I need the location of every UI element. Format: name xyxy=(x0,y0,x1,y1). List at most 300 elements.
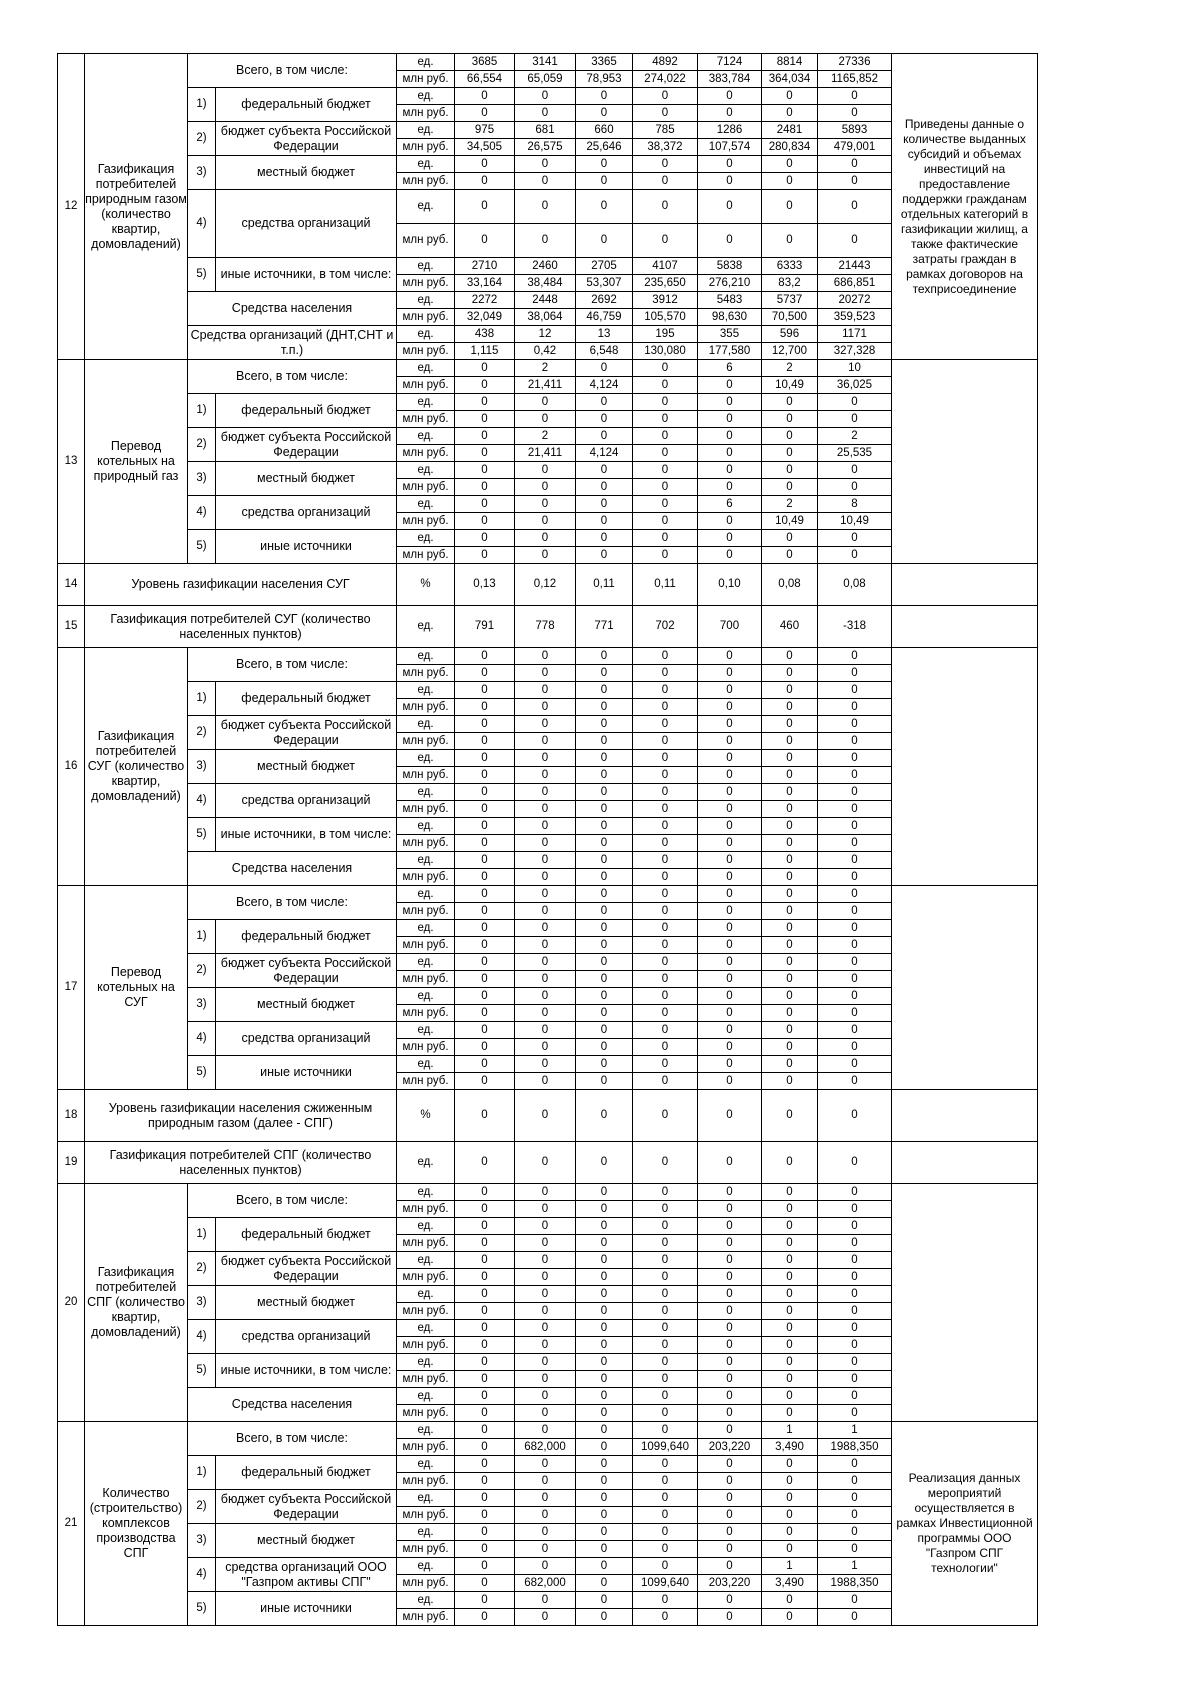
source-label: федеральный бюджет xyxy=(216,88,397,122)
value-cell: 0 xyxy=(633,1354,698,1371)
value-cell: 0 xyxy=(698,1218,762,1235)
table-row xyxy=(58,920,1038,937)
row-number: 13 xyxy=(58,360,85,564)
source-index: 3) xyxy=(188,750,216,784)
value-cell: 682,000 xyxy=(515,1575,576,1592)
value-cell: 20272 xyxy=(818,292,892,309)
value-cell: 0 xyxy=(818,988,892,1005)
source-index: 3) xyxy=(188,988,216,1022)
value-cell: 0 xyxy=(515,1388,576,1405)
value-cell: 0 xyxy=(762,869,818,886)
value-cell: 0 xyxy=(455,428,515,445)
value-cell: 1171 xyxy=(818,326,892,343)
unit-cell: ед. xyxy=(397,1286,455,1303)
value-cell: 0 xyxy=(698,750,762,767)
value-cell: 0 xyxy=(633,1456,698,1473)
source-label: Всего, в том числе: xyxy=(188,1184,397,1218)
value-cell: 0 xyxy=(818,1090,892,1142)
value-cell: 0,13 xyxy=(455,564,515,606)
value-cell: 0 xyxy=(515,1252,576,1269)
source-index: 5) xyxy=(188,530,216,564)
value-cell: 0 xyxy=(455,224,515,258)
table-row xyxy=(58,1456,1038,1473)
value-cell: -318 xyxy=(818,606,892,648)
source-label: местный бюджет xyxy=(216,1286,397,1320)
unit-cell: ед. xyxy=(397,954,455,971)
value-cell: 0 xyxy=(455,1235,515,1252)
value-cell: 0 xyxy=(455,496,515,513)
table-row xyxy=(58,156,1038,173)
source-label: местный бюджет xyxy=(216,462,397,496)
value-cell: 0 xyxy=(698,1473,762,1490)
value-cell: 2 xyxy=(762,360,818,377)
value-cell: 0 xyxy=(762,1592,818,1609)
value-cell: 0 xyxy=(515,88,576,105)
value-cell: 0 xyxy=(455,156,515,173)
value-cell: 0 xyxy=(515,1090,576,1142)
value-cell: 0 xyxy=(576,1218,633,1235)
value-cell: 0 xyxy=(455,1022,515,1039)
value-cell: 0 xyxy=(818,530,892,547)
value-cell: 0 xyxy=(455,1541,515,1558)
value-cell: 0 xyxy=(633,462,698,479)
value-cell: 0 xyxy=(576,1422,633,1439)
value-cell: 1099,640 xyxy=(633,1575,698,1592)
value-cell: 0 xyxy=(515,835,576,852)
value-cell: 0 xyxy=(455,1609,515,1626)
table-row xyxy=(58,292,1038,309)
value-cell: 38,064 xyxy=(515,309,576,326)
value-cell: 0 xyxy=(576,1056,633,1073)
value-cell: 2 xyxy=(515,360,576,377)
value-cell: 0 xyxy=(698,156,762,173)
value-cell: 0 xyxy=(633,173,698,190)
value-cell: 0 xyxy=(762,1507,818,1524)
value-cell: 0 xyxy=(818,1269,892,1286)
value-cell: 0 xyxy=(698,835,762,852)
value-cell: 0 xyxy=(455,360,515,377)
table-row xyxy=(58,1252,1038,1269)
value-cell: 0 xyxy=(762,648,818,665)
value-cell: 33,164 xyxy=(455,275,515,292)
source-index: 3) xyxy=(188,1286,216,1320)
source-index: 4) xyxy=(188,496,216,530)
value-cell: 12,700 xyxy=(762,343,818,360)
unit-cell: млн руб. xyxy=(397,1039,455,1056)
value-cell: 53,307 xyxy=(576,275,633,292)
value-cell: 0 xyxy=(818,1337,892,1354)
value-cell: 107,574 xyxy=(698,139,762,156)
value-cell: 0 xyxy=(698,1456,762,1473)
value-cell: 0 xyxy=(515,971,576,988)
value-cell: 0 xyxy=(818,1405,892,1422)
indicator-label: Уровень газификации населения сжиженным природным газом (далее - СПГ) xyxy=(85,1090,397,1142)
unit-cell: ед. xyxy=(397,360,455,377)
value-cell: 0 xyxy=(633,767,698,784)
value-cell: 3141 xyxy=(515,54,576,71)
value-cell: 0 xyxy=(762,462,818,479)
value-cell: 0 xyxy=(576,173,633,190)
value-cell: 0 xyxy=(698,479,762,496)
value-cell: 0 xyxy=(576,1490,633,1507)
value-cell: 0 xyxy=(455,377,515,394)
value-cell: 105,570 xyxy=(633,309,698,326)
value-cell: 2448 xyxy=(515,292,576,309)
source-label: Всего, в том числе: xyxy=(188,886,397,920)
value-cell: 0 xyxy=(698,852,762,869)
value-cell: 0 xyxy=(633,105,698,122)
unit-cell: млн руб. xyxy=(397,1269,455,1286)
value-cell: 0 xyxy=(515,1320,576,1337)
value-cell: 0 xyxy=(515,716,576,733)
value-cell: 0 xyxy=(576,156,633,173)
row-number: 20 xyxy=(58,1184,85,1422)
value-cell: 0 xyxy=(818,886,892,903)
value-cell: 0 xyxy=(818,1541,892,1558)
value-cell: 1286 xyxy=(698,122,762,139)
value-cell: 0 xyxy=(698,377,762,394)
source-label: Средства организаций (ДНТ,СНТ и т.п.) xyxy=(188,326,397,360)
value-cell: 25,535 xyxy=(818,445,892,462)
value-cell: 3,490 xyxy=(762,1575,818,1592)
value-cell: 0 xyxy=(698,784,762,801)
value-cell: 8 xyxy=(818,496,892,513)
value-cell: 0 xyxy=(633,818,698,835)
value-cell: 0 xyxy=(818,903,892,920)
value-cell: 0 xyxy=(576,903,633,920)
indicator-name: Газификация потребителей СПГ (количество квартир, домовладений) xyxy=(85,1184,188,1422)
value-cell: 0 xyxy=(515,784,576,801)
value-cell: 0 xyxy=(515,733,576,750)
value-cell: 0 xyxy=(762,1005,818,1022)
unit-cell: ед. xyxy=(397,190,455,224)
value-cell: 0 xyxy=(698,1371,762,1388)
value-cell: 0 xyxy=(576,1473,633,1490)
value-cell: 0 xyxy=(633,716,698,733)
value-cell: 0 xyxy=(576,1439,633,1456)
value-cell: 0 xyxy=(515,224,576,258)
value-cell: 0 xyxy=(455,547,515,564)
value-cell: 0 xyxy=(818,1388,892,1405)
value-cell: 0 xyxy=(633,1269,698,1286)
unit-cell: ед. xyxy=(397,394,455,411)
value-cell: 0 xyxy=(698,1388,762,1405)
source-label: иные источники, в том числе: xyxy=(216,1354,397,1388)
value-cell: 0 xyxy=(818,462,892,479)
source-label: иные источники xyxy=(216,530,397,564)
unit-cell: ед. xyxy=(397,88,455,105)
value-cell: 0 xyxy=(818,818,892,835)
value-cell: 0 xyxy=(698,1524,762,1541)
value-cell: 0 xyxy=(455,1005,515,1022)
value-cell: 364,034 xyxy=(762,71,818,88)
value-cell: 6,548 xyxy=(576,343,633,360)
unit-cell: ед. xyxy=(397,886,455,903)
value-cell: 0 xyxy=(515,1405,576,1422)
value-cell: 26,575 xyxy=(515,139,576,156)
unit-cell: млн руб. xyxy=(397,105,455,122)
value-cell: 0 xyxy=(818,1286,892,1303)
value-cell: 0 xyxy=(698,1005,762,1022)
value-cell: 0 xyxy=(698,1056,762,1073)
value-cell: 0 xyxy=(762,1039,818,1056)
note-cell xyxy=(892,564,1038,606)
unit-cell: ед. xyxy=(397,716,455,733)
unit-cell: млн руб. xyxy=(397,139,455,156)
value-cell: 10 xyxy=(818,360,892,377)
value-cell: 5483 xyxy=(698,292,762,309)
source-index: 3) xyxy=(188,1524,216,1558)
value-cell: 0 xyxy=(698,445,762,462)
value-cell: 0 xyxy=(455,462,515,479)
value-cell: 0 xyxy=(455,1439,515,1456)
value-cell: 975 xyxy=(455,122,515,139)
value-cell: 0 xyxy=(455,818,515,835)
value-cell: 0 xyxy=(633,1090,698,1142)
value-cell: 5737 xyxy=(762,292,818,309)
value-cell: 0 xyxy=(698,954,762,971)
table-row xyxy=(58,1558,1038,1575)
unit-cell: ед. xyxy=(397,258,455,275)
value-cell: 0 xyxy=(576,190,633,224)
table-row xyxy=(58,1218,1038,1235)
value-cell: 0 xyxy=(698,1592,762,1609)
value-cell: 0 xyxy=(455,920,515,937)
value-cell: 0 xyxy=(576,665,633,682)
value-cell: 0 xyxy=(515,1422,576,1439)
value-cell: 0 xyxy=(818,1039,892,1056)
source-label: средства организаций xyxy=(216,496,397,530)
value-cell: 13 xyxy=(576,326,633,343)
value-cell: 21443 xyxy=(818,258,892,275)
value-cell: 0 xyxy=(818,1235,892,1252)
value-cell: 0 xyxy=(455,88,515,105)
value-cell: 0 xyxy=(515,513,576,530)
value-cell: 0 xyxy=(633,750,698,767)
value-cell: 0 xyxy=(633,1286,698,1303)
value-cell: 383,784 xyxy=(698,71,762,88)
value-cell: 0 xyxy=(762,750,818,767)
unit-cell: ед. xyxy=(397,1422,455,1439)
source-index: 5) xyxy=(188,1354,216,1388)
value-cell: 0 xyxy=(515,988,576,1005)
table-row xyxy=(58,122,1038,139)
value-cell: 0 xyxy=(515,1490,576,1507)
unit-cell: млн руб. xyxy=(397,971,455,988)
value-cell: 0 xyxy=(455,105,515,122)
value-cell: 21,411 xyxy=(515,445,576,462)
value-cell: 0 xyxy=(455,1388,515,1405)
value-cell: 0 xyxy=(633,1235,698,1252)
value-cell: 0 xyxy=(515,1524,576,1541)
value-cell: 0 xyxy=(576,394,633,411)
value-cell: 0 xyxy=(576,530,633,547)
value-cell: 0 xyxy=(818,750,892,767)
indicator-label: Газификация потребителей СПГ (количество населенных пунктов) xyxy=(85,1142,397,1184)
unit-cell: млн руб. xyxy=(397,1371,455,1388)
value-cell: 0 xyxy=(576,971,633,988)
value-cell: 27336 xyxy=(818,54,892,71)
source-index: 4) xyxy=(188,1022,216,1056)
value-cell: 327,328 xyxy=(818,343,892,360)
value-cell: 78,953 xyxy=(576,71,633,88)
value-cell: 5893 xyxy=(818,122,892,139)
unit-cell: ед. xyxy=(397,1354,455,1371)
value-cell: 1099,640 xyxy=(633,1439,698,1456)
value-cell: 0 xyxy=(633,190,698,224)
value-cell: 4,124 xyxy=(576,377,633,394)
value-cell: 0 xyxy=(515,479,576,496)
gasification-table xyxy=(57,53,1038,1626)
source-label: бюджет субъекта Российской Федерации xyxy=(216,122,397,156)
value-cell: 0 xyxy=(576,1405,633,1422)
unit-cell: ед. xyxy=(397,1320,455,1337)
value-cell: 0 xyxy=(633,954,698,971)
value-cell: 0 xyxy=(455,1056,515,1073)
value-cell: 177,580 xyxy=(698,343,762,360)
value-cell: 0 xyxy=(576,547,633,564)
value-cell: 0 xyxy=(818,1473,892,1490)
value-cell: 0,10 xyxy=(698,564,762,606)
table-row xyxy=(58,1184,1038,1201)
value-cell: 0 xyxy=(698,920,762,937)
value-cell: 0 xyxy=(818,733,892,750)
source-label: иные источники, в том числе: xyxy=(216,258,397,292)
value-cell: 0 xyxy=(515,954,576,971)
value-cell: 0 xyxy=(455,750,515,767)
value-cell: 0 xyxy=(633,428,698,445)
value-cell: 460 xyxy=(762,606,818,648)
value-cell: 0 xyxy=(762,954,818,971)
value-cell: 0 xyxy=(633,1422,698,1439)
value-cell: 0 xyxy=(515,394,576,411)
value-cell: 2692 xyxy=(576,292,633,309)
value-cell: 0 xyxy=(576,818,633,835)
value-cell: 0 xyxy=(818,954,892,971)
value-cell: 10,49 xyxy=(818,513,892,530)
value-cell: 0 xyxy=(455,173,515,190)
value-cell: 0 xyxy=(762,547,818,564)
source-label: бюджет субъекта Российской Федерации xyxy=(216,1252,397,1286)
value-cell: 3912 xyxy=(633,292,698,309)
value-cell: 0 xyxy=(515,105,576,122)
value-cell: 0 xyxy=(515,665,576,682)
value-cell: 0 xyxy=(455,445,515,462)
table-row xyxy=(58,360,1038,377)
value-cell: 0 xyxy=(455,699,515,716)
value-cell: 0 xyxy=(818,1609,892,1626)
value-cell: 2705 xyxy=(576,258,633,275)
indicator-name: Количество (строительство) комплексов производства СПГ xyxy=(85,1422,188,1626)
value-cell: 0 xyxy=(698,1303,762,1320)
table-row xyxy=(58,988,1038,1005)
value-cell: 0 xyxy=(698,1507,762,1524)
value-cell: 0 xyxy=(576,733,633,750)
value-cell: 0 xyxy=(698,173,762,190)
value-cell: 0 xyxy=(762,1073,818,1090)
value-cell: 0 xyxy=(515,1201,576,1218)
value-cell: 0 xyxy=(576,954,633,971)
value-cell: 0 xyxy=(576,1592,633,1609)
table-row xyxy=(58,648,1038,665)
value-cell: 0 xyxy=(762,1218,818,1235)
value-cell: 0 xyxy=(633,801,698,818)
value-cell: 0 xyxy=(576,784,633,801)
value-cell: 0 xyxy=(455,190,515,224)
value-cell: 0 xyxy=(576,1184,633,1201)
value-cell: 0 xyxy=(515,1022,576,1039)
value-cell: 0 xyxy=(515,920,576,937)
value-cell: 0 xyxy=(515,462,576,479)
value-cell: 0 xyxy=(576,699,633,716)
value-cell: 0 xyxy=(633,886,698,903)
value-cell: 0 xyxy=(515,1354,576,1371)
source-index: 5) xyxy=(188,818,216,852)
value-cell: 0 xyxy=(633,971,698,988)
value-cell: 0 xyxy=(818,190,892,224)
unit-cell: млн руб. xyxy=(397,1473,455,1490)
table-row xyxy=(58,606,1038,648)
source-label: федеральный бюджет xyxy=(216,1218,397,1252)
source-index: 2) xyxy=(188,428,216,462)
value-cell: 0 xyxy=(576,1269,633,1286)
value-cell: 0 xyxy=(762,156,818,173)
value-cell: 0 xyxy=(455,1490,515,1507)
value-cell: 0 xyxy=(515,1456,576,1473)
value-cell: 0 xyxy=(633,1388,698,1405)
value-cell: 2272 xyxy=(455,292,515,309)
unit-cell: ед. xyxy=(397,1558,455,1575)
value-cell: 0 xyxy=(455,1558,515,1575)
value-cell: 0 xyxy=(576,1005,633,1022)
value-cell: 0 xyxy=(455,394,515,411)
source-label: местный бюджет xyxy=(216,1524,397,1558)
value-cell: 1 xyxy=(762,1422,818,1439)
unit-cell: млн руб. xyxy=(397,903,455,920)
value-cell: 0 xyxy=(633,1405,698,1422)
value-cell: 0 xyxy=(576,1235,633,1252)
value-cell: 0 xyxy=(515,1184,576,1201)
value-cell: 0 xyxy=(633,394,698,411)
value-cell: 0 xyxy=(818,665,892,682)
value-cell: 0 xyxy=(818,1456,892,1473)
value-cell: 2 xyxy=(818,428,892,445)
value-cell: 0 xyxy=(762,394,818,411)
value-cell: 0 xyxy=(762,224,818,258)
unit-cell: млн руб. xyxy=(397,665,455,682)
value-cell: 0 xyxy=(818,479,892,496)
value-cell: 0 xyxy=(818,784,892,801)
table-row xyxy=(58,1090,1038,1142)
source-index: 1) xyxy=(188,1218,216,1252)
value-cell: 0 xyxy=(576,411,633,428)
value-cell: 0 xyxy=(576,1507,633,1524)
value-cell: 0,08 xyxy=(762,564,818,606)
source-label: Средства населения xyxy=(188,292,397,326)
value-cell: 0 xyxy=(762,784,818,801)
unit-cell: млн руб. xyxy=(397,801,455,818)
unit-cell: ед. xyxy=(397,920,455,937)
value-cell: 0 xyxy=(576,988,633,1005)
value-cell: 0 xyxy=(576,1252,633,1269)
value-cell: 0 xyxy=(633,903,698,920)
value-cell: 0 xyxy=(698,1405,762,1422)
value-cell: 0 xyxy=(762,1337,818,1354)
value-cell: 438 xyxy=(455,326,515,343)
unit-cell: ед. xyxy=(397,1252,455,1269)
unit-cell: ед. xyxy=(397,1142,455,1184)
value-cell: 0 xyxy=(576,648,633,665)
